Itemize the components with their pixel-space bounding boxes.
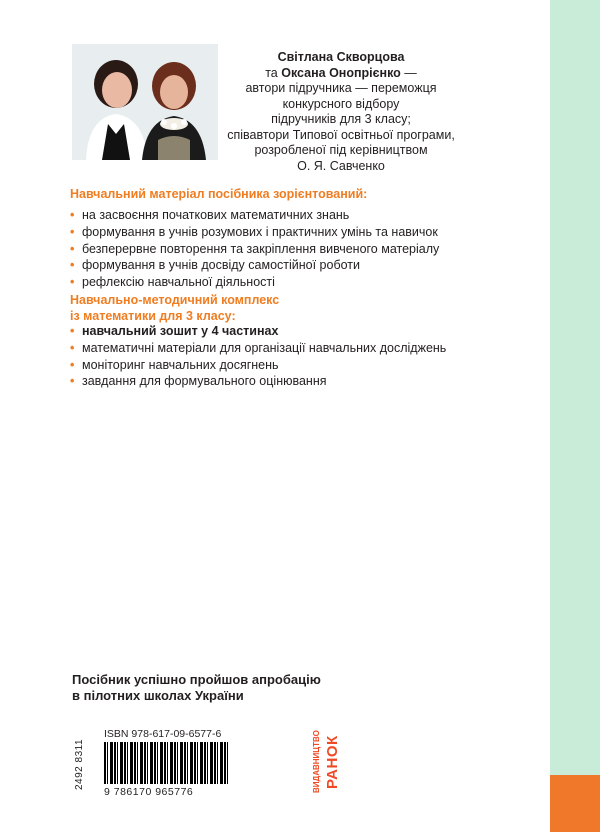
author-line-2: та Оксана Онопрієнко — — [265, 65, 417, 80]
bullet-icon: • — [70, 241, 75, 256]
section2-heading-line2: із математики для 3 класу: — [70, 308, 236, 323]
list-item: • безперервне повторення та закріплення вивченого матеріалу — [70, 241, 440, 256]
bullet-icon: • — [70, 324, 75, 338]
publisher-sub: ВИДАВНИЦТВО — [312, 730, 321, 794]
section2-list — [70, 323, 446, 390]
author-line-7: розробленої під керівництвом — [254, 143, 428, 157]
edge-strip-bottom — [550, 775, 600, 832]
author-line-5: підручників для 3 класу; — [271, 112, 411, 126]
publisher-name: РАНОК — [324, 735, 341, 789]
author-line-6: співавтори Типової освітньої програми, — [227, 127, 455, 142]
list-item: • формування в учнів досвіду самостійної роботи — [70, 258, 361, 273]
section2-heading-line1: Навчально-методичний комплекс — [70, 293, 280, 307]
list-item: • формування в учнів розумових і практичних умінь та навичок — [70, 224, 438, 239]
barcode-side-digits: 2492 8311 — [74, 738, 85, 790]
approbation-line-1: Посібник успішно пройшов апробацію — [72, 672, 321, 687]
section2-heading — [70, 293, 279, 324]
section1-list — [70, 207, 439, 291]
list-item: • математичні матеріали для організації навчальних досліджень — [70, 340, 447, 355]
list-item: • рефлексію навчальної діяльності — [70, 275, 275, 290]
authors-photo-image — [72, 44, 218, 160]
author-line-4: конкурсного відбору — [282, 96, 400, 111]
bullet-icon: • — [70, 357, 75, 372]
list-item: • завдання для формувального оцінювання — [70, 374, 327, 389]
list-item: • моніторинг навчальних досягнень — [70, 357, 279, 372]
publisher-logo — [312, 722, 344, 802]
barcode — [104, 742, 230, 784]
bullet-icon: • — [70, 275, 75, 290]
list-item: • на засвоєння початкових математичних знань — [70, 208, 350, 222]
approbation-line-2: в пілотних школах України — [72, 688, 244, 703]
bullet-icon: • — [70, 224, 75, 239]
approbation-note — [72, 672, 321, 704]
section1-heading: Навчальний матеріал посібника зорієнтований: — [70, 187, 368, 201]
bullet-icon: • — [70, 374, 75, 389]
edge-strip — [550, 0, 600, 775]
author-line-3: автори підручника — переможця — [245, 81, 437, 95]
author-name-1: Світлана Скворцова — [277, 50, 405, 64]
bullet-icon: • — [70, 258, 75, 273]
isbn-text: ISBN 978-617-09-6577-6 — [104, 728, 222, 740]
isbn-block — [70, 728, 232, 798]
bullet-icon: • — [70, 208, 75, 222]
authors-photo — [72, 44, 218, 160]
barcode-digits: 9 786170 965776 — [104, 786, 194, 798]
list-item: • навчальний зошит у 4 частинах — [70, 324, 279, 338]
author-line-8: О. Я. Савченко — [297, 158, 385, 173]
authors-block — [222, 50, 460, 174]
bullet-icon: • — [70, 340, 75, 355]
